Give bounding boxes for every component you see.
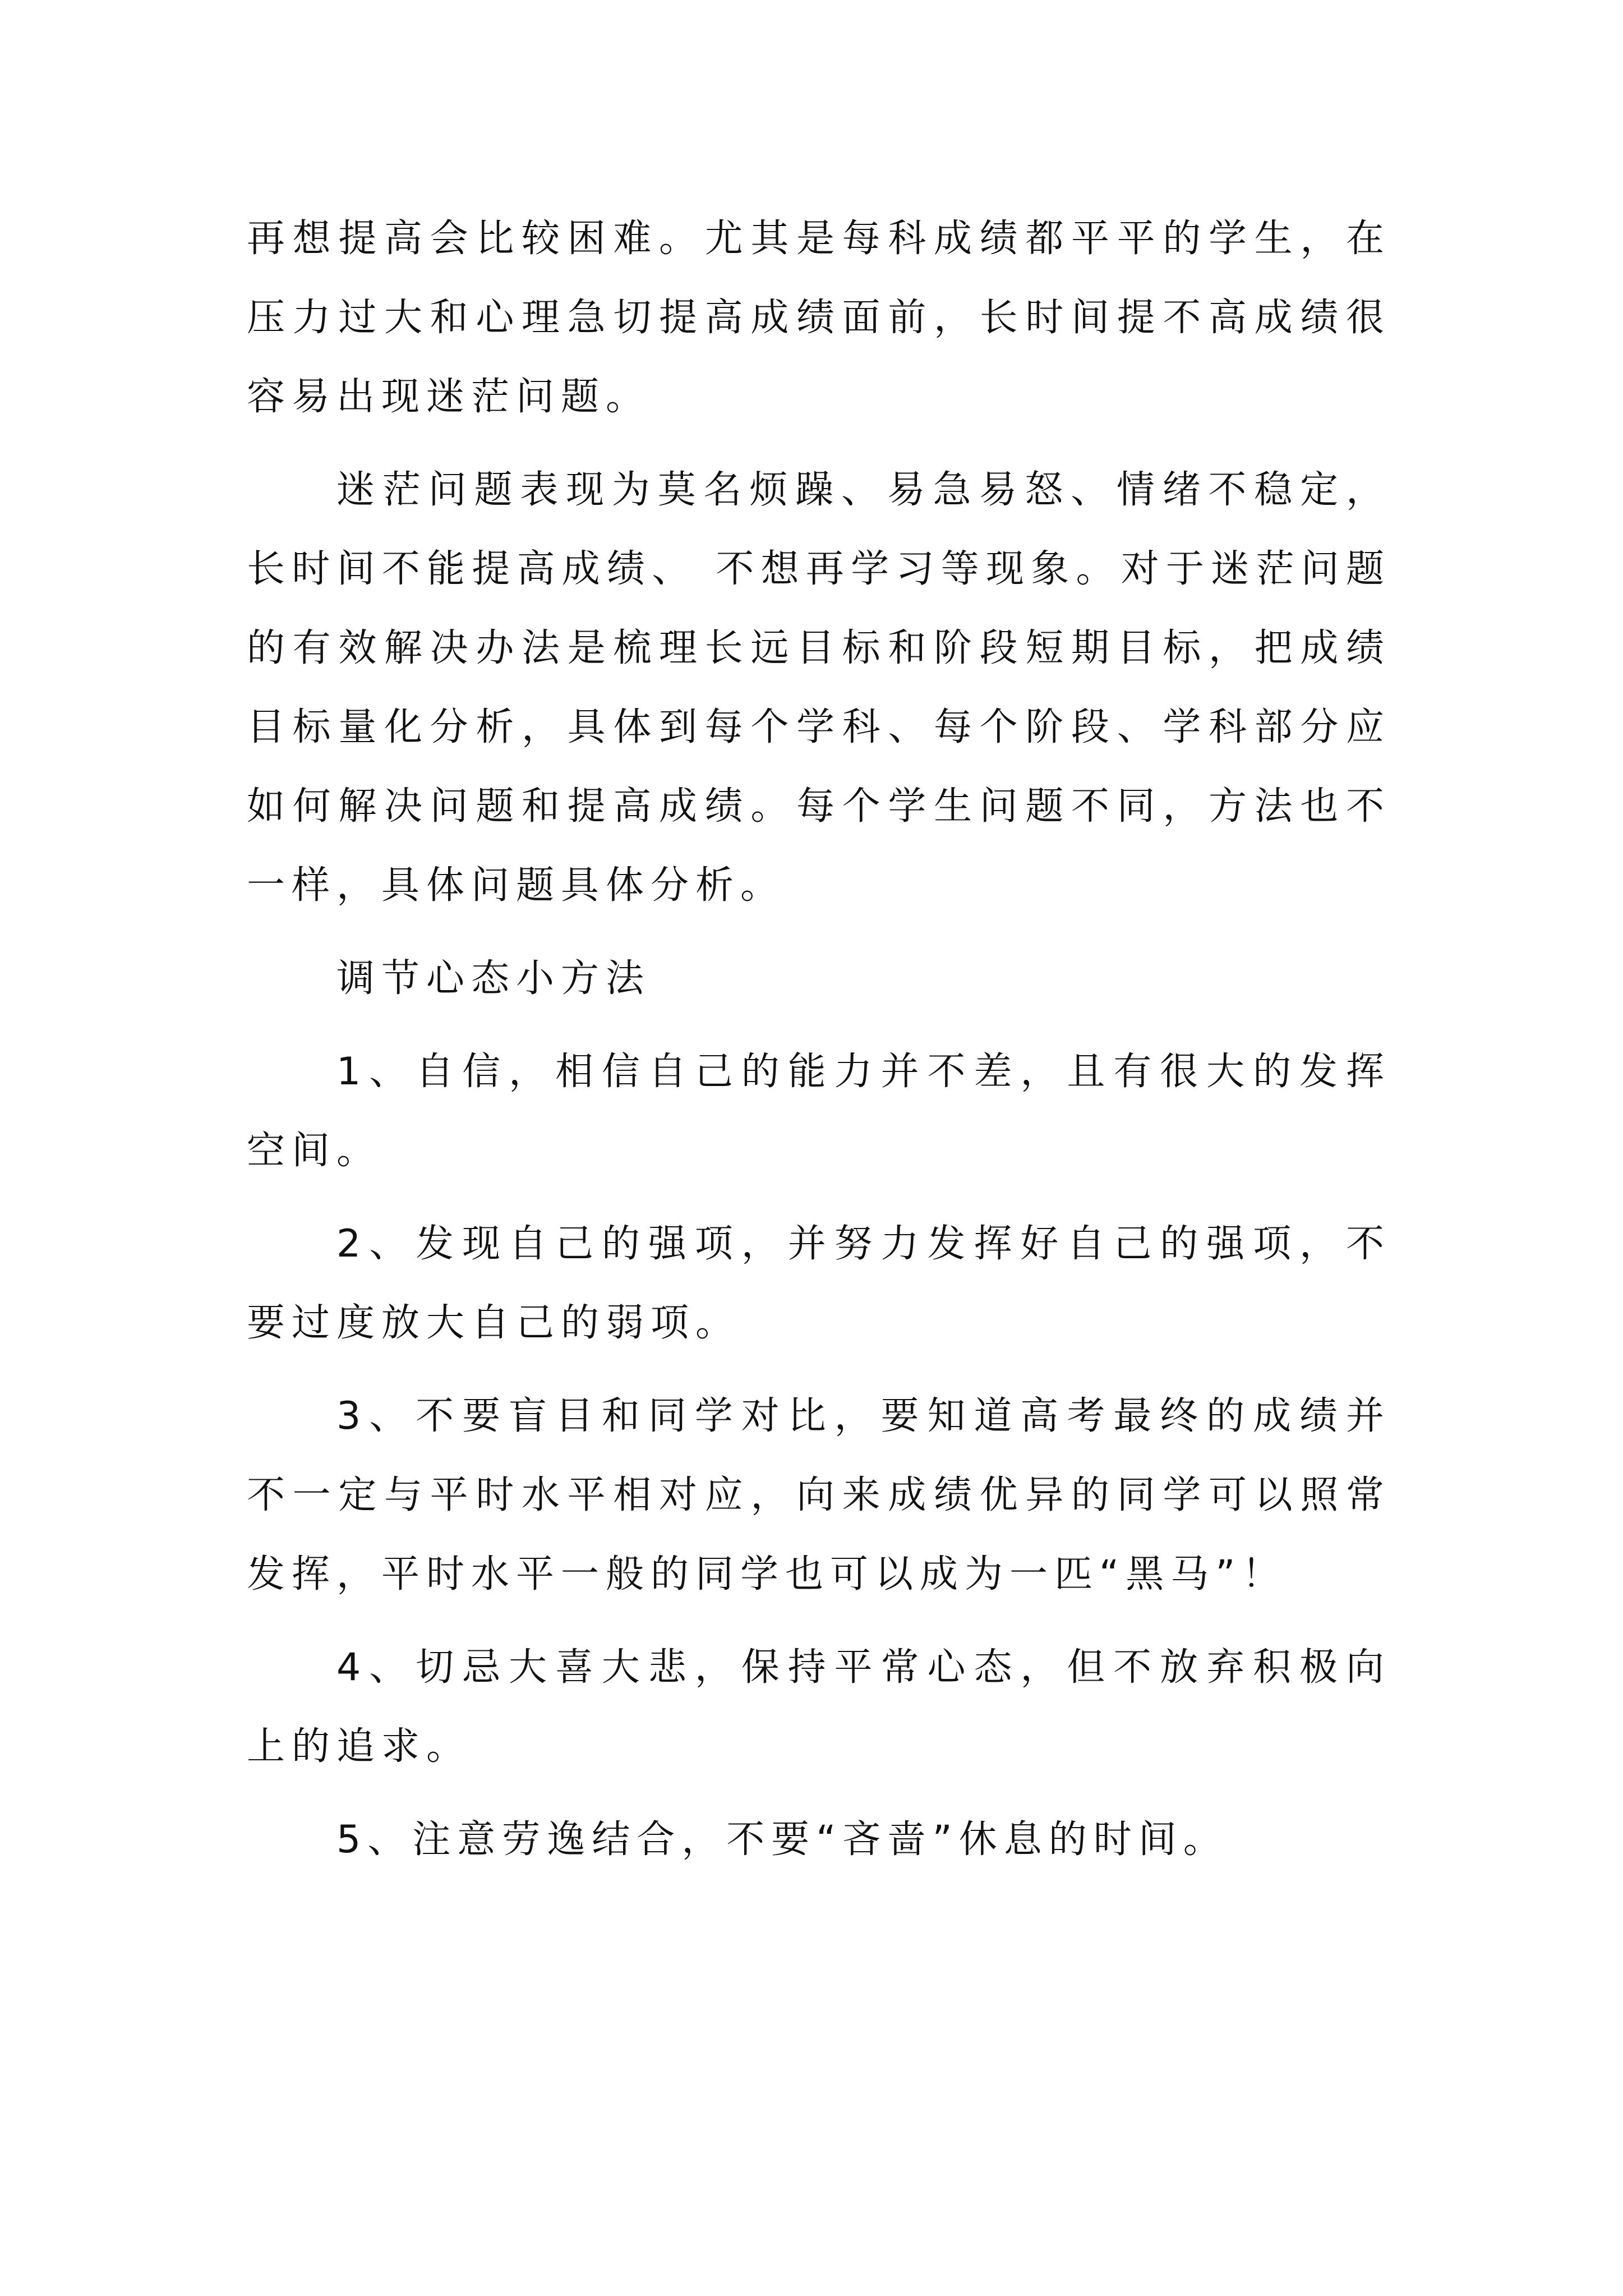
section-heading-mindset-tips: 调节心态小方法 xyxy=(336,956,651,1001)
list-item-4: 4、切忌大喜大悲，保持平常心态，但不放弃积极向上的追求。 xyxy=(247,1645,1391,1769)
list-item-1: 1、自信，相信自己的能力并不差，且有很大的发挥空间。 xyxy=(247,1050,1391,1173)
paragraph-continuation: 再想提高会比较困难。尤其是每科成绩都平平的学生，在压力过大和心理急切提高成绩面前，长时间提不高成绩很容易出现迷茫问题。 xyxy=(247,217,1391,419)
paragraph-confusion: 迷茫问题表现为莫名烦躁、易急易怒、情绪不稳定，长时间不能提高成绩、 不想再学习等现象。对于迷茫问题的有效解决办法是梳理长远目标和阶段短期目标，把成绩目标量化分析，具体到每个学科、每个阶段、学科部分应如何解决问题和提高成绩。每个学生问题不同，方法也不一样，具体问题具体分析。 xyxy=(247,468,1391,908)
list-item-2: 2、发现自己的强项，并努力发挥好自己的强项，不要过度放大自己的弱项。 xyxy=(247,1222,1391,1345)
document-body xyxy=(247,199,1391,1893)
list-item-3: 3、不要盲目和同学对比，要知道高考最终的成绩并不一定与平时水平相对应，向来成绩优异的同学可以照常发挥，平时水平一般的同学也可以成为一匹“黑马”！ xyxy=(247,1394,1391,1596)
list-item-5: 5、注意劳逸结合，不要“吝啬”休息的时间。 xyxy=(336,1818,1228,1862)
